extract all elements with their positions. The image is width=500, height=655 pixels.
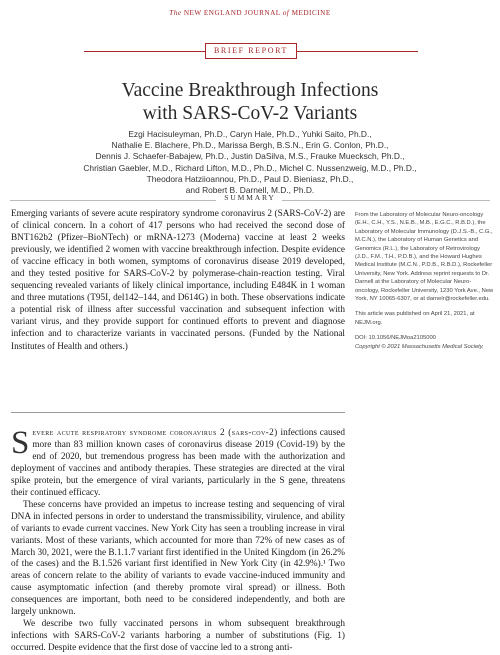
journal-name: NEW ENGLAND JOURNAL (183, 9, 281, 17)
affiliation-note: From the Laboratory of Molecular Neuro-oncology (E.H., C.H., Y.S., N.E.B., M.B., E.G.C., R.B.D.), the Laboratory of Molecular Immunology (D.J.S.-B., C.G., M.C.N.), the Laboratory of Human Genetics and Genomics (R.L.), the Laboratory of Retrovirology (J.D., F.M., T.H., P.D.B.), and the Howard Hughes Medical Institute (M.C.N., P.D.B., R.B.D.), Rockefeller University, New York. Address reprint requests to Dr. Darnell at the Laboratory of Molecular Neuro-oncology, Rockefeller University, 1230 York Ave., New York, NY 10065-6307, or at darnelr@rockefeller.edu. (355, 212, 494, 303)
publication-note: This article was published on April 21, 2021, at NEJM.org. (355, 311, 475, 326)
author-line: Ezgi Hacisuleyman, Ph.D., Caryn Hale, Ph.D., Yuhki Saito, Ph.D., (128, 129, 372, 139)
author-line: Nathalie E. Blachere, Ph.D., Marissa Bergh, B.S.N., Erin G. Conlon, Ph.D., (111, 140, 389, 151)
body-paragraph-2: These concerns have provided an impetus to increase testing and sequencing of viral DNA in infected persons in order to understand the transmissibility, virulence, and ability of variants to evade current vaccines. New York City has seen a troubling increase in viral variants. Most of these variants, which accounted for more than 72% of new cases as of March 30, 2021, were the B.1.1.7 variant first identified in the United Kingdom (in 26.2% of the cases) and the B.1.526 variant first identified in New York City (in 42.9%).¹ Two areas of concern relate to the ability of variants to evade vaccine-induced immunity and cause asymptomatic infection (and thereby promote viral spread) or illness. Both consequences are important, both need to be considered independently, and both are largely unknown. (11, 499, 345, 618)
article-title (0, 79, 500, 125)
journal-of: of (282, 9, 290, 17)
author-line: and Robert B. Darnell, M.D., Ph.D. (185, 185, 315, 196)
title-line-1: Vaccine Breakthrough Infections (121, 80, 379, 101)
author-line: Dennis J. Schaefer-Babajew, Ph.D., Justin DaSilva, M.S., Frauke Muecksch, Ph.D., (95, 151, 405, 162)
section-rule-left (84, 51, 205, 52)
summary-end-rule (11, 412, 345, 413)
article-body (11, 425, 345, 655)
paragraph-1-text: infections caused more than 83 million known cases of coronavirus disease 2019 (Covid-19) by the end of 2020, but tremendous progress has been made with the authorization and deployment of vaccines and antibody therapies. These strategies are directed at the viral spike protein, but the emergence of viral variants, particularly in the S gene, threatens their continued efficacy. (11, 428, 345, 498)
body-paragraph-3: We describe two fully vaccinated persons in whom subsequent breakthrough infections with SARS-CoV-2 variants harboring a number of substitutions (Fig. 1) occurred. Despite evidence that the first dose of vaccine led to a strong anti- (11, 619, 345, 654)
journal-medicine: MEDICINE (291, 9, 331, 17)
author-line: Theodora Hatziioannou, Ph.D., Paul D. Bieniasz, Ph.D., (146, 173, 354, 184)
doi-link[interactable]: DOI: 10.1056/NEJMoa2105000 (355, 335, 436, 342)
lead-in: evere acute respiratory syndrome coronavirus 2 (sars-cov-2) (32, 428, 278, 438)
section-label: BRIEF REPORT (205, 43, 297, 59)
copyright-note: Copyright © 2021 Massachusetts Medical Society. (355, 343, 484, 350)
body-paragraph-1 (11, 425, 345, 500)
journal-header (0, 9, 500, 17)
sidebar-notes (355, 211, 495, 351)
author-line: Christian Gaebler, M.D., Richard Lifton, M.D., Ph.D., Michel C. Nussenzweig, M.D., Ph.D., (83, 162, 417, 173)
summary-heading: SUMMARY (224, 193, 276, 202)
journal-the: The (169, 9, 182, 17)
title-line-2: with SARS-CoV-2 Variants (142, 103, 358, 124)
summary-abstract: Emerging variants of severe acute respiratory syndrome coronavirus 2 (SARS-CoV-2) are of clinical concern. In a cohort of 417 persons who had received the second dose of BNT162b2 (Pfizer–BioNTech) or mRNA-1273 (Moderna) vaccine at least 2 weeks previously, we identified 2 women with vaccine breakthrough infection. Despite evidence of vaccine efficacy in both women, symptoms of coronavirus disease 2019 developed, and they tested positive for SARS-CoV-2 by polymerase-chain-reaction testing. Viral sequencing revealed variants of likely clinical importance, including E484K in 1 woman and three mutations (T95I, del142–144, and D614G) in both. These observations indicate a potential risk of illness after successful vaccination and subsequent infection with variant virus, and they provide support for continued efforts to prevent and diagnose infection and to characterize variants in vaccinated persons. (Funded by the National Institutes of Health and others.) (11, 209, 345, 352)
section-rule-right (297, 51, 418, 52)
author-list (0, 129, 500, 196)
drop-cap: S (11, 425, 30, 461)
